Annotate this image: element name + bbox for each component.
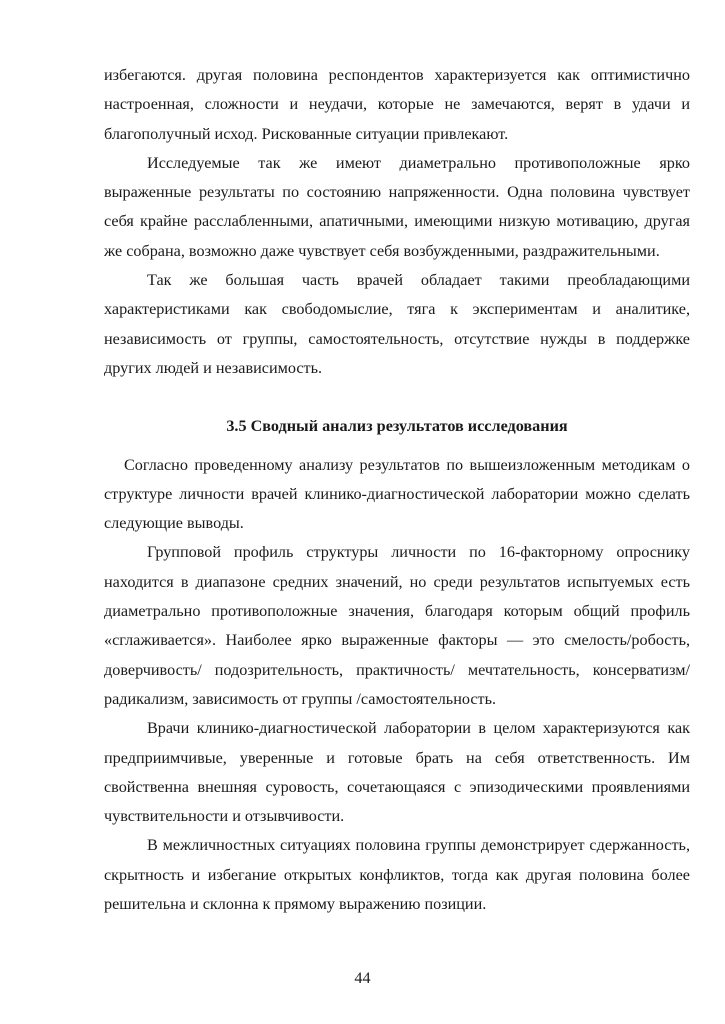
document-page	[104, 61, 690, 919]
paragraph-characteristics: Так же большая часть врачей обладает такими преобладающими характеристиками как свободомыслие, тяга к экспериментам и аналитике, независимость от группы, самостоятельность, отсутствие нужды в поддержке других людей и независимость.	[104, 271, 690, 377]
paragraph-interpersonal: В межличностных ситуациях половина группы демонстрирует сдержанность, скрытность и избегание открытых конфликтов, тогда как другая половина более решительна и склонна к прямому выражению позиции.	[104, 836, 690, 914]
paragraph-conclusions-intro: Согласно проведенному анализу результатов по вышеизложенным методикам о структуре личности врачей клинико-диагностической лаборатории можно сделать следующие выводы.	[104, 455, 690, 533]
spacer	[104, 383, 690, 412]
paragraph-tension: Исследуемые так же имеют диаметрально противоположные ярко выраженные результаты по состоянию напряженности. Одна половина чувствует себя крайне расслабленными, апатичными, имеющими низкую мотивацию, другая же собрана, возможно даже чувствует себя возбужденными, раздражительными.	[104, 153, 690, 260]
spacer	[104, 442, 690, 451]
page-number: 44	[354, 969, 371, 987]
paragraph-continuation: избегаются. другая половина респондентов характеризуется как оптимистично настроенная, сложности и неудачи, которые не замечаются, верят в удачи и благополучный исход. Рискованные ситуации привлекают.	[104, 66, 690, 143]
section-title: 3.5 Сводный анализ результатов исследования	[226, 417, 568, 436]
paragraph-group-profile: Групповой профиль структуры личности по 16-факторному опроснику находится в диапазоне средних значений, но среди результатов испытуемых есть диаметрально противоположные значения, благодаря которым общий профиль «сглаживается». Наиболее ярко выраженные факторы — это смелость/робость, доверчивость/ подозрительность, практичность/ мечтательность, консерватизм/радикализм, зависимость от группы /самостоятельность.	[104, 543, 690, 708]
paragraph-doctors-traits: Врачи клинико-диагностической лаборатории в целом характеризуются как предприимчивые, уверенные и готовые брать на себя ответственность. Им свойственна внешняя суровость, сочетающаяся с эпизодическими проявлениями чувствительности и отзывчивости.	[104, 719, 690, 826]
